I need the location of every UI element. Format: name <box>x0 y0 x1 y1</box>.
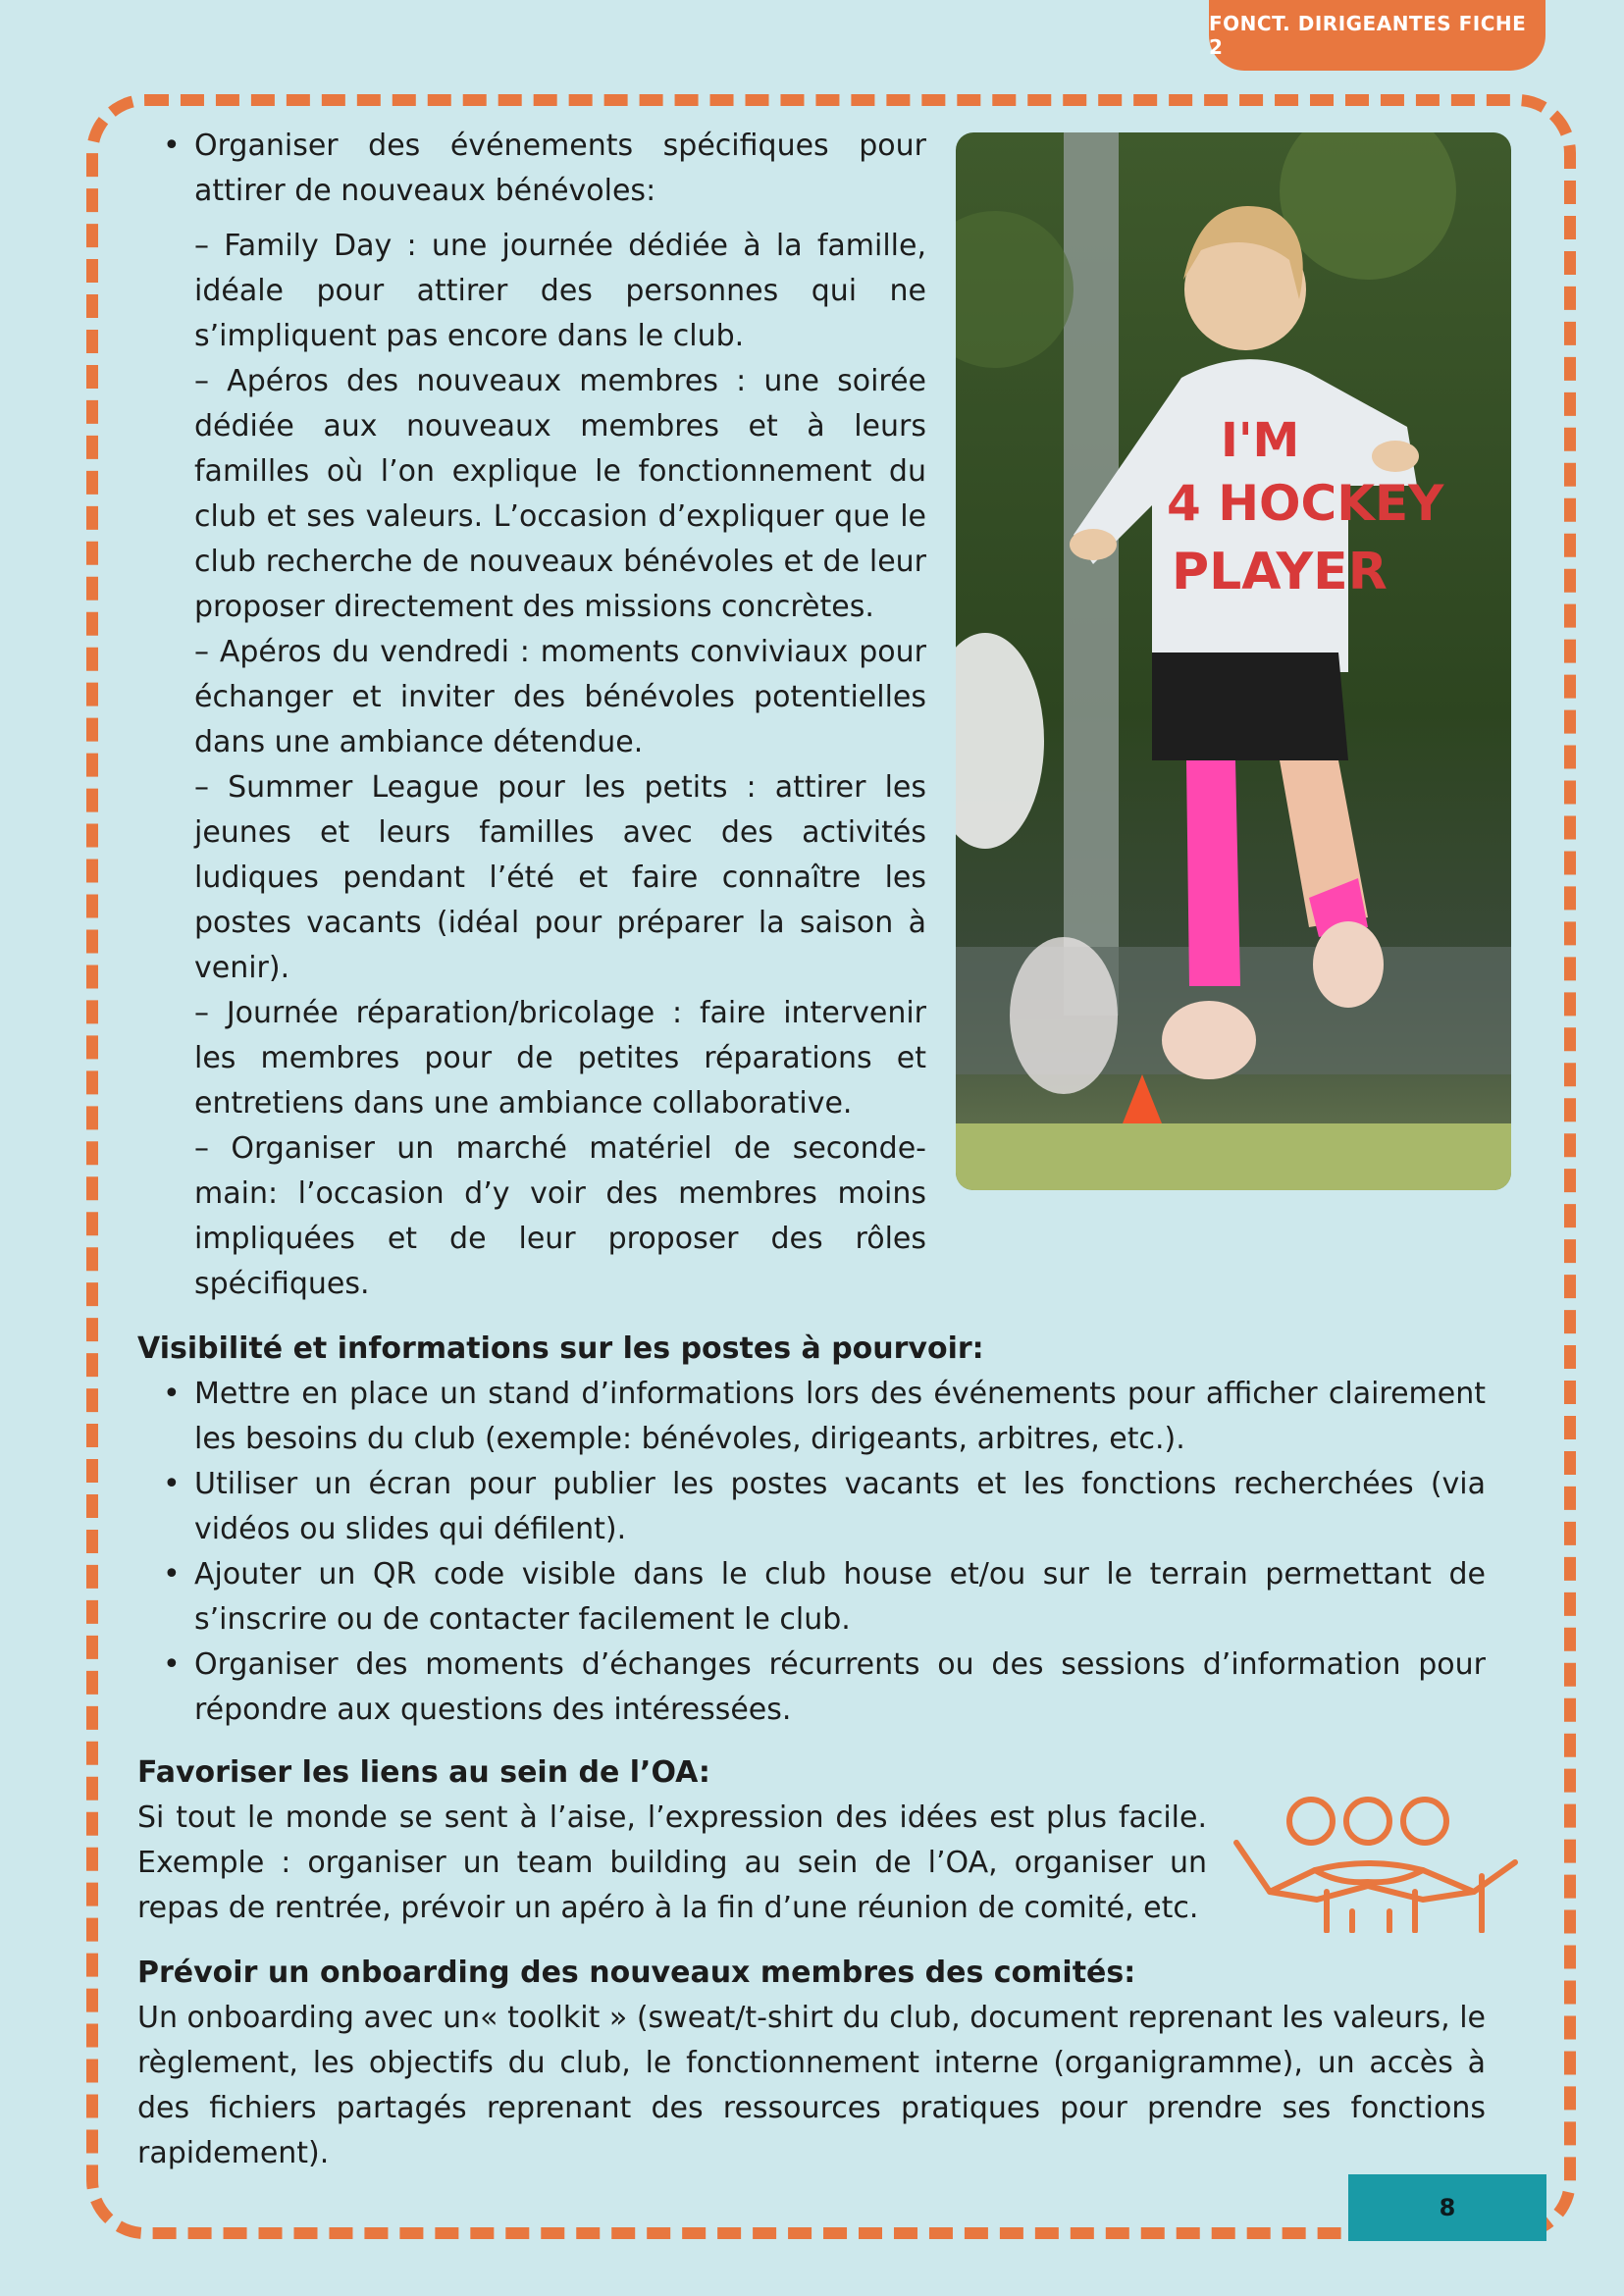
events-list <box>165 124 926 214</box>
section-tab-label: FONCT. DIRIGEANTES FICHE 2 <box>1209 12 1527 59</box>
onboarding-body: Un onboarding avec un« toolkit » (sweat/t-shirt du club, document reprenant les valeurs, le règlement, les objectifs du club, le fonctionnement interne (organigramme), un accès à des fichiers partagés reprenant des ressources pratiques pour prendre ses fonctions rapidement). <box>137 2001 1486 2170</box>
links-body: Si tout le monde se sent à l’aise, l’expression des idées est plus facile. Exemple : organiser un team building au sein de l’OA, organiser un repas de rentrée, prévoir un apéro à la fin d’une réunion de comité, etc. <box>137 1800 1207 1925</box>
onboarding-heading: Prévoir un onboarding des nouveaux membres des comités: <box>137 1956 1136 1990</box>
visibility-item: • Organiser des moments d’échanges récurrents ou des sessions d’information pour répondre aux questions des intéressées. <box>165 1643 1486 1733</box>
events-lead: Organiser des événements spécifiques pour attirer de nouveaux bénévoles: <box>194 129 926 208</box>
links-heading: Favoriser les liens au sein de l’OA: <box>137 1755 710 1790</box>
team-people-icon <box>1231 1794 1521 1933</box>
hockey-girl-photo <box>956 132 1511 1190</box>
event-item: – Apéros des nouveaux membres : une soirée dédiée aux nouveaux membres et à leurs familles où l’on explique le fonctionnement du club et ses valeurs. L’occasion d’expliquer que le club recherche de nouveaux bénévoles et de leur proposer directement des missions concrètes. <box>194 364 926 624</box>
visibility-item: • Utiliser un écran pour publier les postes vacants et les fonctions recherchées (via vidéos ou slides qui défilent). <box>165 1462 1486 1552</box>
page-number-box <box>1348 2174 1546 2241</box>
visibility-list <box>165 1372 1486 1733</box>
event-item: – Family Day : une journée dédiée à la famille, idéale pour attirer des personnes qui ne s’impliquent pas encore dans le club. <box>194 229 926 353</box>
visibility-heading: Visibilité et informations sur les postes à pourvoir: <box>137 1331 984 1366</box>
shirt-text-line-1: I'M <box>1221 413 1300 468</box>
shirt-text-line-2: 4 HOCKEY <box>1167 475 1444 532</box>
event-item: – Organiser un marché matériel de seconde-main: l’occasion d’y voir des membres moins impliquées et de leur proposer des rôles spécifiques. <box>194 1131 926 1301</box>
visibility-item: • Ajouter un QR code visible dans le club house et/ou sur le terrain permettant de s’inscrire ou de contacter facilement le club. <box>165 1552 1486 1643</box>
page-number: 8 <box>1439 2194 1456 2221</box>
shirt-text-line-3: PLAYER <box>1172 543 1388 601</box>
event-item: – Journée réparation/bricolage : faire intervenir les membres pour de petites réparations et entretiens dans une ambiance collaborative. <box>194 996 926 1121</box>
events-subitems <box>165 214 926 1307</box>
events-lead-item <box>165 124 926 214</box>
event-item: – Apéros du vendredi : moments conviviaux pour échanger et inviter des bénévoles potentielles dans une ambiance détendue. <box>194 635 926 759</box>
visibility-item: • Mettre en place un stand d’informations lors des événements pour afficher clairement les besoins du club (exemple: bénévoles, dirigeants, arbitres, etc.). <box>165 1372 1486 1462</box>
event-item: – Summer League pour les petits : attirer les jeunes et leurs familles avec des activités ludiques pendant l’été et faire connaître les postes vacants (idéal pour préparer la saison à venir). <box>194 770 926 985</box>
